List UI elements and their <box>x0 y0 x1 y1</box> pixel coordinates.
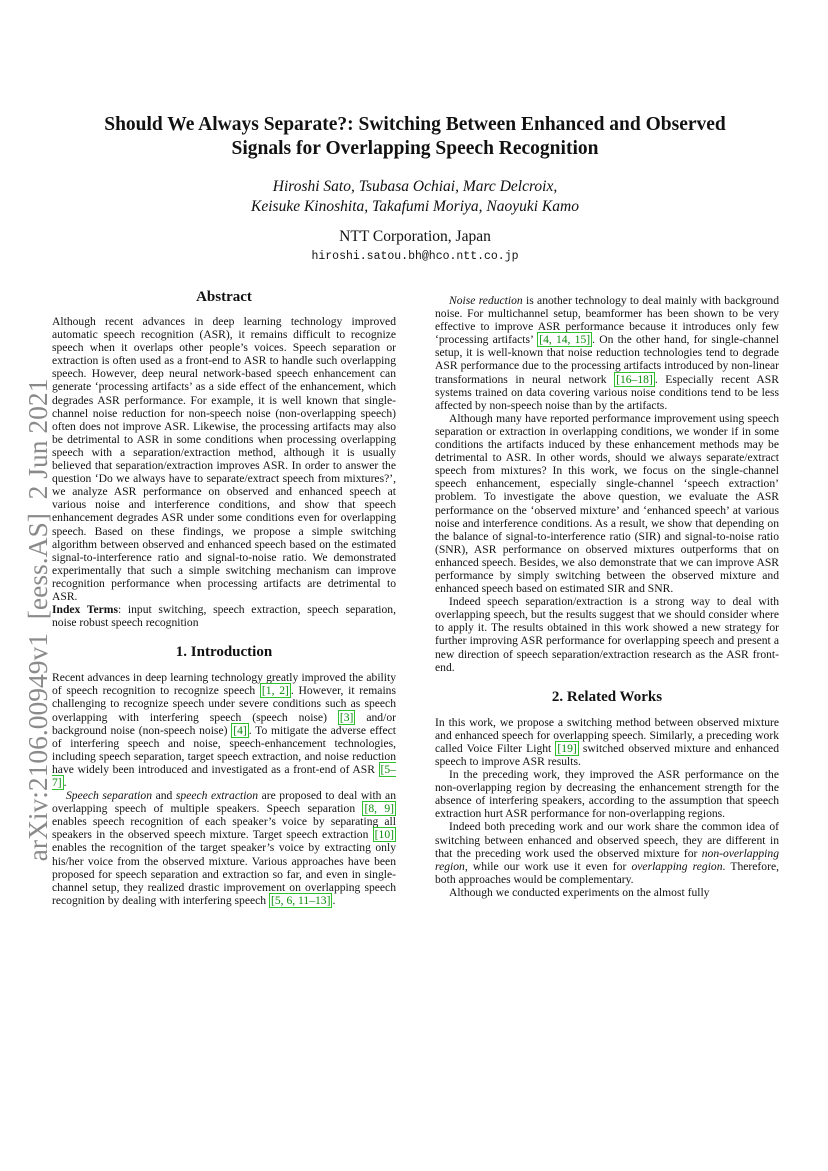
related-paragraph-1: In this work, we propose a switching method between observed mixture and enhanced speech for overlapping speech. Similarly, a preceding work called Voice Filter Light [19] switched observed mixture and enhanced speech to improve ASR results. <box>435 715 779 768</box>
authors-line-2: Keisuke Kinoshita, Takafumi Moriya, Naoyuki Kamo <box>251 198 579 215</box>
noise-reduction-paragraph: Noise reduction is another technology to deal mainly with background noise. For multichannel setup, beamformer has been shown to be very effective to improve ASR performance because it introduces only few ‘processing artifacts’ [4, 14, 15] . On the other hand, for single-channel setup, it is well-known that noise reduction technologies tend to degrade ASR performance due to the processing artifacts introduced by non-linear transformations in neural network [16–18] . Especially recent ASR systems trained on data covering various noise conditions tend to be less affected by non-speech noise than by the artifacts. <box>435 294 779 412</box>
affiliation: NTT Corporation, Japan <box>339 228 491 245</box>
title-line-2: Signals for Overlapping Speech Recognition <box>231 138 599 159</box>
arxiv-side-identifier <box>20 370 54 870</box>
related-works-heading: 2. Related Works <box>551 688 663 705</box>
related-paragraph-2: In the preceding work, they improved the ASR performance on the non-overlapping region by decreasing the enhancement strength for the absence of interfering speakers, according to the assumption that speech extraction hurt ASR performance for non-overlapping regions. <box>435 768 779 821</box>
citation-link[interactable]: [4, 14, 15] <box>539 333 591 347</box>
index-terms-label: Index Terms <box>52 603 118 617</box>
citation-link[interactable]: [1, 2] <box>261 684 289 698</box>
motivation-paragraph: Although many have reported performance improvement using speech separation or extraction in overlapping conditions, we wonder if in some conditions the artifacts induced by these enhancement methods may be detrimental to ASR. In other words, should we always separate/extract speech from mixtures? In this work, we focus on the single-channel speech enhancement, especially single-channel ‘speech extraction’ problem. To investigate the above question, we evaluate the ASR performance on the ‘observed mixture’ and ‘enhanced speech’ at various noise and interference conditions. As a result, we show that depending on the balance of signal-to-interference ratio (SIR) and signal-to-noise ratio (SNR), ASR performance on observed mixtures outperforms that on enhanced speech. Besides, we also demonstrate that we can improve ASR performance by simply switching between the observed mixture and enhanced speech based on estimated SIR and SNR. <box>435 411 779 596</box>
arxiv-id-text: arXiv:2106.00949v1 [eess.AS] 2 Jun 2021 <box>22 378 53 862</box>
introduction-heading: 1. Introduction <box>175 644 273 661</box>
index-terms-text: : input switching, speech extraction, speech separation, noise robust speech recognition <box>52 603 397 630</box>
citation-link[interactable]: [10] <box>374 828 394 842</box>
authors-line-1: Hiroshi Sato, Tsubasa Ochiai, Marc Delcroix, <box>272 178 558 195</box>
citation-link[interactable]: [3] <box>339 710 354 724</box>
author-email: hiroshi.satou.bh@hco.ntt.co.jp <box>311 250 519 263</box>
right-column <box>435 294 779 899</box>
citation-link[interactable]: [5, 6, 11–13] <box>271 893 331 907</box>
citation-link[interactable]: [4] <box>233 723 247 737</box>
abstract-body: Although recent advances in deep learning technology improved automatic speech recognition (ASR), it remains difficult to recognize speech when it overlaps other people’s voices. Speech separation or extraction is often used as a front-end to ASR to handle such overlapping speech. However, deep neural network-based speech enhancement can generate ‘processing artifacts’ as a side effect of the enhancement, which degrades ASR performance. For example, it is well known that single-channel noise reduction for non-speech noise (non-overlapping speech) often does not improve ASR. Likewise, the processing artifacts may also be detrimental to ASR in some conditions when processing overlapping speech with a separation/extraction method, although it is usually believed that separation/extraction improves ASR. In order to answer the question ‘Do we always have to separate/extract speech from mixtures?’, we analyze ASR performance on observed and enhanced speech at various noise and interference conditions, and show that speech enhancement degrades ASR under some conditions even for overlapping speech. Based on these findings, we propose a simple switching algorithm between observed and enhanced speech based on the estimated signal-to-interference ratio and signal-to-noise ratio. We demonstrated experimentally that such a simple switching mechanism can improve recognition performance when processing artifacts are detrimental to ASR. <box>52 315 396 603</box>
citation-link[interactable]: [5–7] <box>52 762 396 789</box>
intro-paragraph-1: Recent advances in deep learning technology greatly improved the ability of speech recognition to recognize speech [1, 2] . However, it remains challenging to recognize speech under severe conditions such as speech overlapping with interfering speech (speech noise) [3] and/or background noise (non-speech noise) [4] . To mitigate the adverse effect of interfering speech and noise, speech-enhancement technologies, including speech separation, target speech extraction, and noise reduction have widely been introduced and investigated as a front-end of ASR [5–7] . <box>52 671 396 789</box>
index-terms <box>52 603 396 629</box>
author-list <box>120 177 710 217</box>
citation-link[interactable]: [19] <box>557 741 577 755</box>
citation-link[interactable]: [8, 9] <box>364 802 394 816</box>
summary-paragraph: Indeed speech separation/extraction is a strong way to deal with overlapping speech, but the results suggest that we should consider where to apply it. The results obtained in this work showed a new strategy for further improving ASR performance for overlapping speech and present a new direction of speech separation/extraction research as the ASR front-end. <box>435 595 779 674</box>
related-paragraph-4: Although we conducted experiments on the almost fully <box>449 885 710 899</box>
paper-title <box>80 113 750 161</box>
related-paragraph-3: Indeed both preceding work and our work share the common idea of switching between enhanced and observed speech, they are different in that the preceding work used the observed mixture for non-overlapping region, while our work use it even for overlapping region. Therefore, both approaches would be complementary. <box>435 820 779 886</box>
left-column <box>52 288 396 907</box>
title-line-1: Should We Always Separate?: Switching Between Enhanced and Observed <box>104 114 726 135</box>
citation-link[interactable]: [16–18] <box>616 372 653 386</box>
abstract-heading: Abstract <box>196 289 252 305</box>
intro-paragraph-2: Speech separation and speech extraction are proposed to deal with an overlapping speech of multiple speakers. Speech separation [8, 9] enables speech recognition of each speaker’s voice by separating all speakers in the observed speech mixture. Target speech extraction [10] enables the recognition of the target speaker’s voice by extracting only his/her voice from the observed mixture. Various approaches have been proposed for speech separation and extraction so far, and even in single-channel setup, they realized drastic improvement on overlapping speech recognition by dealing with interfering speech [5, 6, 11–13] . <box>52 789 396 907</box>
